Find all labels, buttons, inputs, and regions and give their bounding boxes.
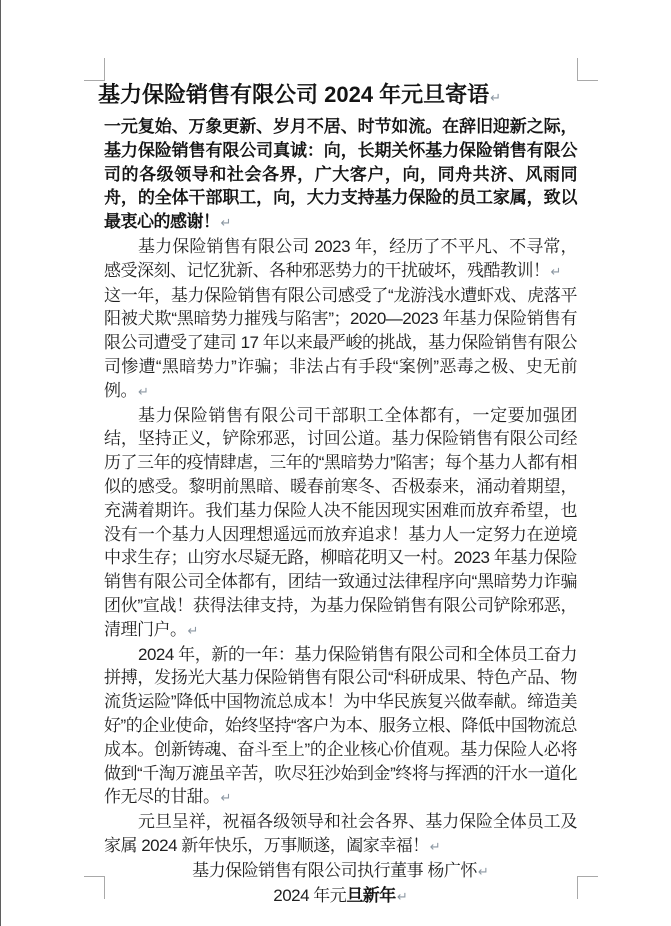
body-paragraph (104, 115, 577, 235)
paragraph-mark-icon: ↵ (187, 622, 199, 638)
paragraph-text-run: 2024 年元 (273, 885, 347, 905)
paragraph-text-run: 这一年，基力保险销售有限公司感受了“龙游浅水遭虾戏、虎落平阳被犬欺“黑暗势力摧残与陷害”；2020—2023 年基力保险销售有限公司遭受了建司 17 年以来最严峻的挑战，基力保险销售有限公司惨遭“黑暗势力”诈骗；非法占有手段“案例”恶毒之极、史无前例。 (104, 285, 577, 400)
document-paragraphs (104, 115, 577, 908)
paragraph-text-run: 旦新年 (346, 885, 396, 905)
body-paragraph (104, 284, 577, 404)
paragraph-text-run: 基力保险销售有限公司执行董事 杨广怀 (192, 860, 477, 880)
margin-crop-mark-bottom-left (84, 876, 105, 899)
body-paragraph (104, 884, 577, 909)
paragraph-text-run: 2024 年，新的一年：基力保险销售有限公司和全体员工奋力拼搏，发扬光大基力保险销售有限公司“科研成果、特色产品、物流货运险”降低中国物流总成本！为中华民族复兴做奉献。缔造美好”的企业使命，始终坚持“客户为本、服务立根、降低中国物流总成本。创新铸魂、奋斗至上”的企业核心价值观。基力保险人必将做到“千淘万漉虽辛苦，吹尽狂沙始到金”终将与挥洒的汗水一道化作无尽的甘甜。 (104, 644, 577, 807)
paragraph-mark-icon: ↵ (490, 90, 502, 105)
margin-crop-mark-bottom-right (577, 876, 598, 899)
body-paragraph (104, 859, 577, 884)
paragraph-mark-icon: ↵ (550, 263, 562, 279)
paragraph-mark-icon: ↵ (220, 790, 232, 806)
document-title (98, 80, 577, 112)
body-paragraph (104, 235, 577, 284)
paragraph-mark-icon: ↵ (477, 863, 489, 879)
paragraph-mark-icon: ↵ (220, 215, 232, 231)
paragraph-text-run: 基力保险销售有限公司 2023 年，经历了不平凡、不寻常，感受深刻、记忆犹新、各种邪恶势力的干扰破坏，残酷教训！ (104, 236, 577, 280)
margin-crop-mark-top-left (84, 58, 105, 81)
paragraph-mark-icon: ↵ (138, 383, 149, 399)
page-left-edge-line (0, 0, 1, 926)
paragraph-text-run: 一元复始、万象更新、岁月不居、时节如流。在辞旧迎新之际，基力保险销售有限公司真诚：向，长期关怀基力保险销售有限公司的各级领导和社会各界，广大客户，向，同舟共济、风雨同舟，的全体干部职工，向，大力支持基力保险的员工家属，致以最衷心的感谢！ (104, 117, 577, 232)
paragraph-text-run: 元旦呈祥，祝福各级领导和社会各界、基力保险全体员工及家属 2024 新年快乐，万事顺遂，阖家幸福！ (104, 812, 577, 855)
paragraph-mark-icon: ↵ (429, 838, 441, 854)
body-paragraph (104, 643, 577, 811)
body-paragraph (104, 404, 577, 643)
body-paragraph (104, 810, 577, 859)
document-title-text: 基力保险销售有限公司 2024 年元旦寄语 (98, 82, 490, 107)
paragraph-text-run: 基力保险销售有限公司干部职工全体都有，一定要加强团结，坚持正义，铲除邪恶，讨回公道。基力保险销售有限公司经历了三年的疫情肆虐，三年的“黑暗势力”陷害；每个基力人都有相似的感受。黎明前黑暗、暖春前寒冬、否极泰来，涌动着期望，充满着期许。我们基力保险人决不能因现实困难而放弃希望，也没有一个基力人因理想遥远而放弃追求！基力人一定努力在逆境中求生存；山穷水尽疑无路，柳暗花明又一村。2023 年基力保险销售有限公司全体都有，团结一致通过法律程序向“黑暗势力诈骗团伙”宣战！获得法律支持，为基力保险销售有限公司铲除邪恶，清理门户。 (104, 405, 577, 639)
paragraph-mark-icon: ↵ (396, 888, 408, 904)
margin-crop-mark-top-right (577, 58, 598, 81)
document-text-area[interactable] (98, 80, 577, 905)
